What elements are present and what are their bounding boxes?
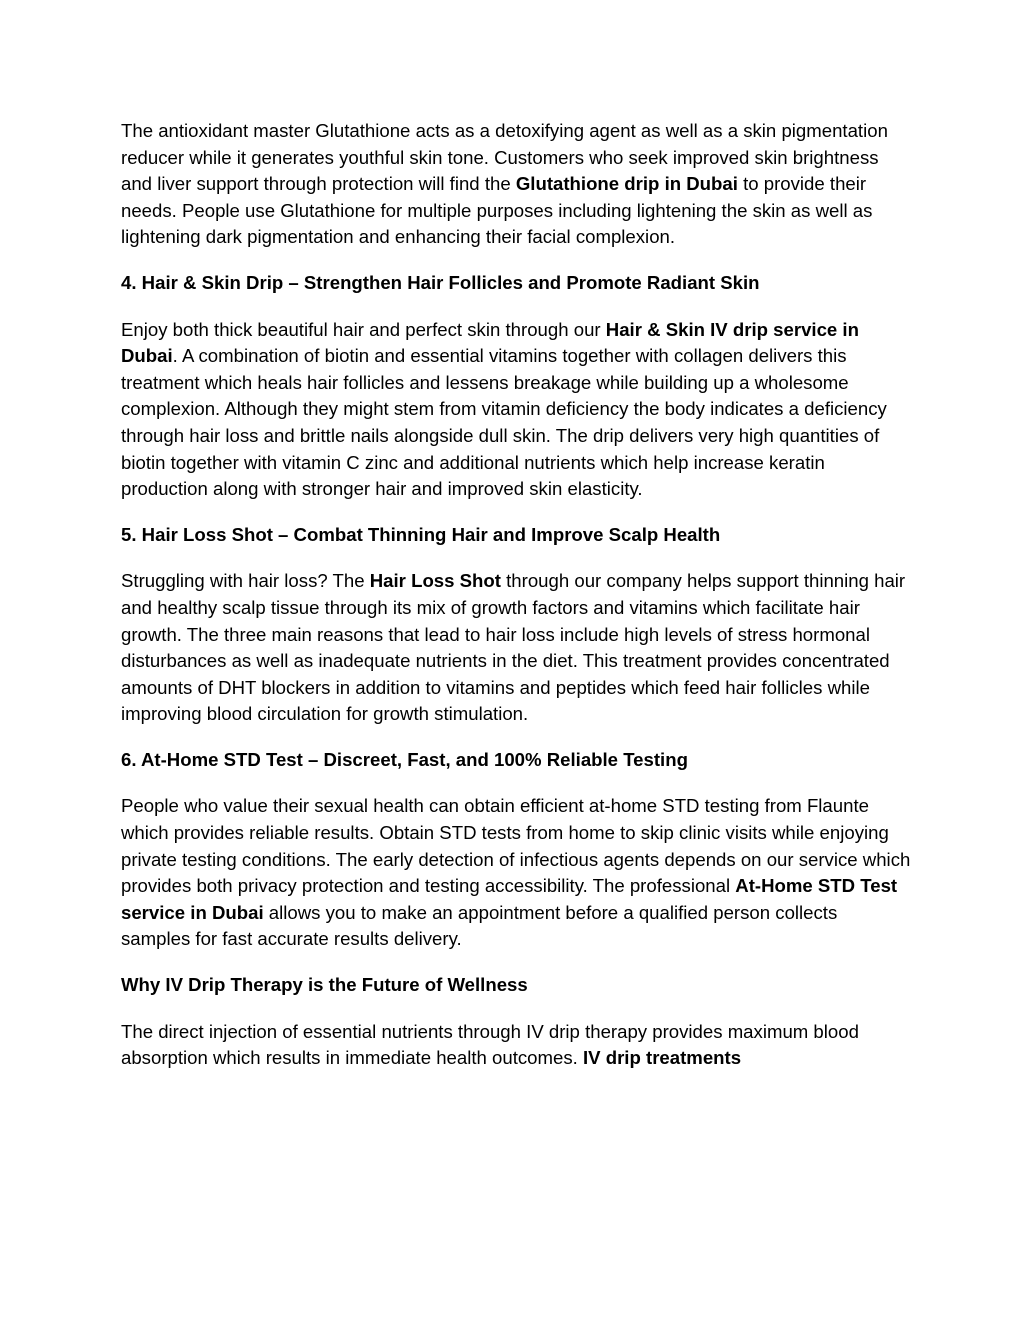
glutathione-paragraph: The antioxidant master Glutathione acts as a detoxifying agent as well as a skin pigmentation reducer while it generates youthful skin tone. Customers who seek improved skin brightness and liver support through protection will find the Glutathione drip in Dubai to provide their needs. People use Glutathione for multiple purposes including lightening the skin as well as lightening dark pigmentation and enhancing their facial complexion. xyxy=(121,120,888,248)
hair-loss-shot-heading: 5. Hair Loss Shot – Combat Thinning Hair and Improve Scalp Health xyxy=(121,523,721,545)
std-test-heading: 6. At-Home STD Test – Discreet, Fast, and 100% Reliable Testing xyxy=(121,748,688,770)
std-test-paragraph: People who value their sexual health can obtain efficient at-home STD testing from Flaunte which provides reliable results. Obtain STD tests from home to skip clinic visits while enjoying private testing conditions. The early detection of infectious agents depends on our service which provides both privacy protection and testing accessibility. The professional At-Home STD Test service in Dubai allows you to make an appointment before a qualified person collects samples for fast accurate results delivery. xyxy=(121,795,911,950)
hair-skin-drip-paragraph: Enjoy both thick beautiful hair and perfect skin through our Hair & Skin IV drip service in Dubai. A combination of biotin and essential vitamins together with collagen delivers this treatment which heals hair follicles and lessens breakage while building up a wholesome complexion. Although they might stem from vitamin deficiency the body indicates a deficiency through hair loss and brittle nails alongside dull skin. The drip delivers very high quantities of biotin together with vitamin C zinc and additional nutrients which help increase keratin production along with stronger hair and improved skin elasticity. xyxy=(121,318,887,500)
std-test-bold-text: At-Home STD Test service in Dubai xyxy=(121,875,898,923)
iv-drip-treatments-bold-text: IV drip treatments xyxy=(582,1047,742,1069)
hair-skin-drip-heading: 4. Hair & Skin Drip – Strengthen Hair Follicles and Promote Radiant Skin xyxy=(121,271,760,293)
document-page xyxy=(121,118,911,1091)
glutathione-drip-link-text: Glutathione drip in Dubai xyxy=(515,173,738,195)
hair-loss-shot-paragraph: Struggling with hair loss? The Hair Loss Shot through our company helps support thinning hair and healthy scalp tissue through its mix of growth factors and vitamins which facilitate hair growth. The three main reasons that lead to hair loss include high levels of stress hormonal disturbances as well as inadequate nutrients in the diet. This treatment provides concentrated amounts of DHT blockers in addition to vitamins and peptides which feed hair follicles while improving blood circulation for growth stimulation. xyxy=(121,570,906,725)
iv-drip-future-heading: Why IV Drip Therapy is the Future of Wellness xyxy=(121,974,528,996)
hair-loss-shot-bold-text: Hair Loss Shot xyxy=(369,570,501,592)
iv-drip-future-paragraph: The direct injection of essential nutrients through IV drip therapy provides maximum blood absorption which results in immediate health outcomes. IV drip treatments xyxy=(121,1020,859,1069)
hair-skin-drip-bold-text: Hair & Skin IV drip service in Dubai xyxy=(121,318,859,367)
